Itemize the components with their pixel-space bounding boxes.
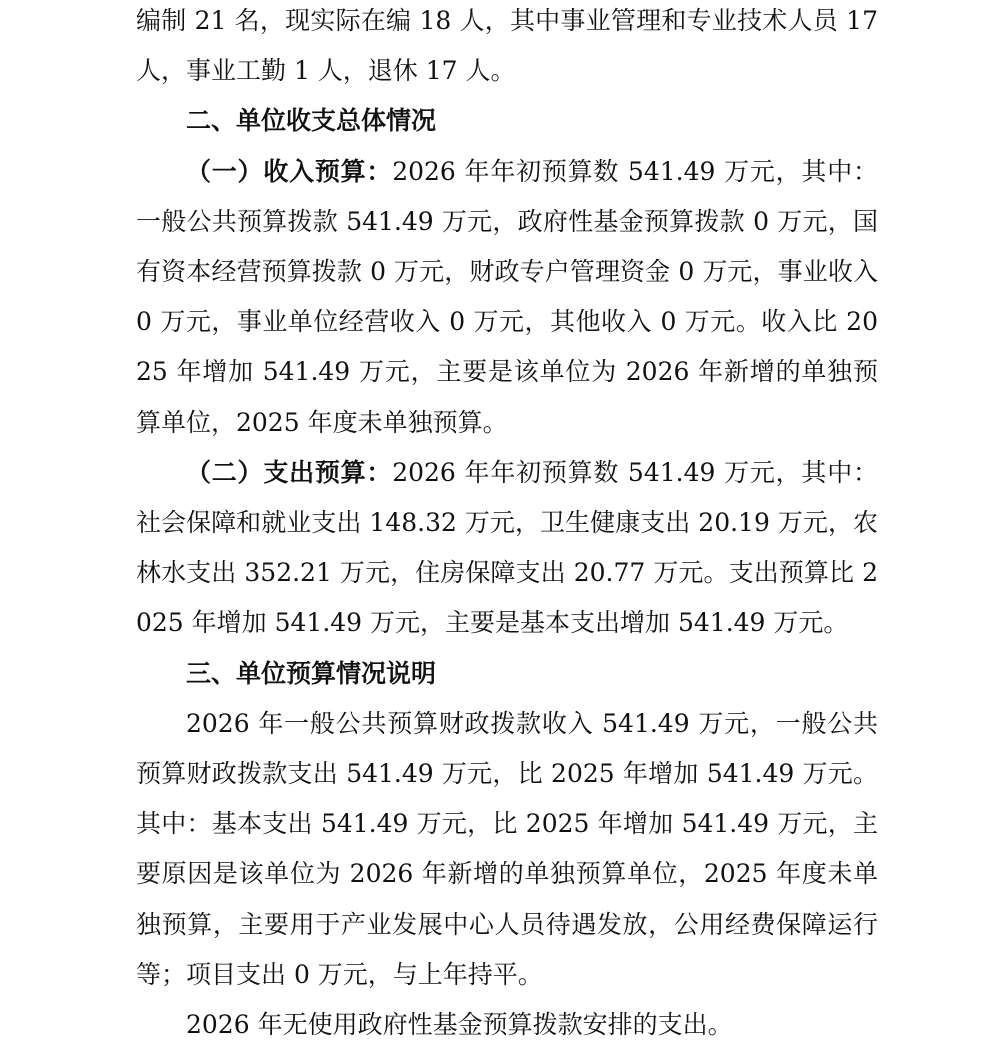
expenditure-budget-lead: （二）支出预算： <box>186 457 393 487</box>
paragraph-government-fund: 2026 年无使用政府性基金预算拨款安排的支出。 <box>186 1010 733 1040</box>
expenditure-budget-body: 2026 年年初预算数 541.49 万元，其中：社会保障和就业支出 148.32 万元，卫生健康支出 20.19 万元，农林水支出 352.21 万元，住房保障支出 20.77 万元。支出预算比 2025 年增加 541.49 万元，主要是基本支出增加 541.49 万元。 <box>136 457 878 638</box>
section-heading-unit-budget-explanation: 三、单位预算情况说明 <box>186 658 437 688</box>
paragraph-general-public-budget: 2026 年一般公共预算财政拨款收入 541.49 万元，一般公共预算财政拨款支出 541.49 万元，比 2025 年增加 541.49 万元。其中：基本支出 541.49 万元，比 2025 年增加 541.49 万元，主要原因是该单位为 2026 年新增的单独预算单位，2025 年度未单独预算，主要用于产业发展中心人员待遇发放，公用经费保障运行等；项目支出 0 万元，与上年持平。 <box>136 708 878 989</box>
section-heading-overall-income-expenditure: 二、单位收支总体情况 <box>186 106 437 136</box>
document-body <box>136 0 878 1050</box>
income-budget-lead: （一）收入预算： <box>186 156 393 186</box>
income-budget-body: 2026 年年初预算数 541.49 万元，其中：一般公共预算拨款 541.49 万元，政府性基金预算拨款 0 万元，国有资本经营预算拨款 0 万元，财政专户管理资金 0 万元，事业收入 0 万元，事业单位经营收入 0 万元，其他收入 0 万元。收入比 2025 年增加 541.49 万元，主要是该单位为 2026 年新增的单独预算单位，2025 年度未单独预算。 <box>136 156 878 437</box>
paragraph-expenditure-budget <box>136 448 878 649</box>
paragraph-staffing: 编制 21 名，现实际在编 18 人，其中事业管理和专业技术人员 17 人，事业工勤 1 人，退休 17 人。 <box>136 6 878 86</box>
paragraph-income-budget <box>136 147 878 448</box>
